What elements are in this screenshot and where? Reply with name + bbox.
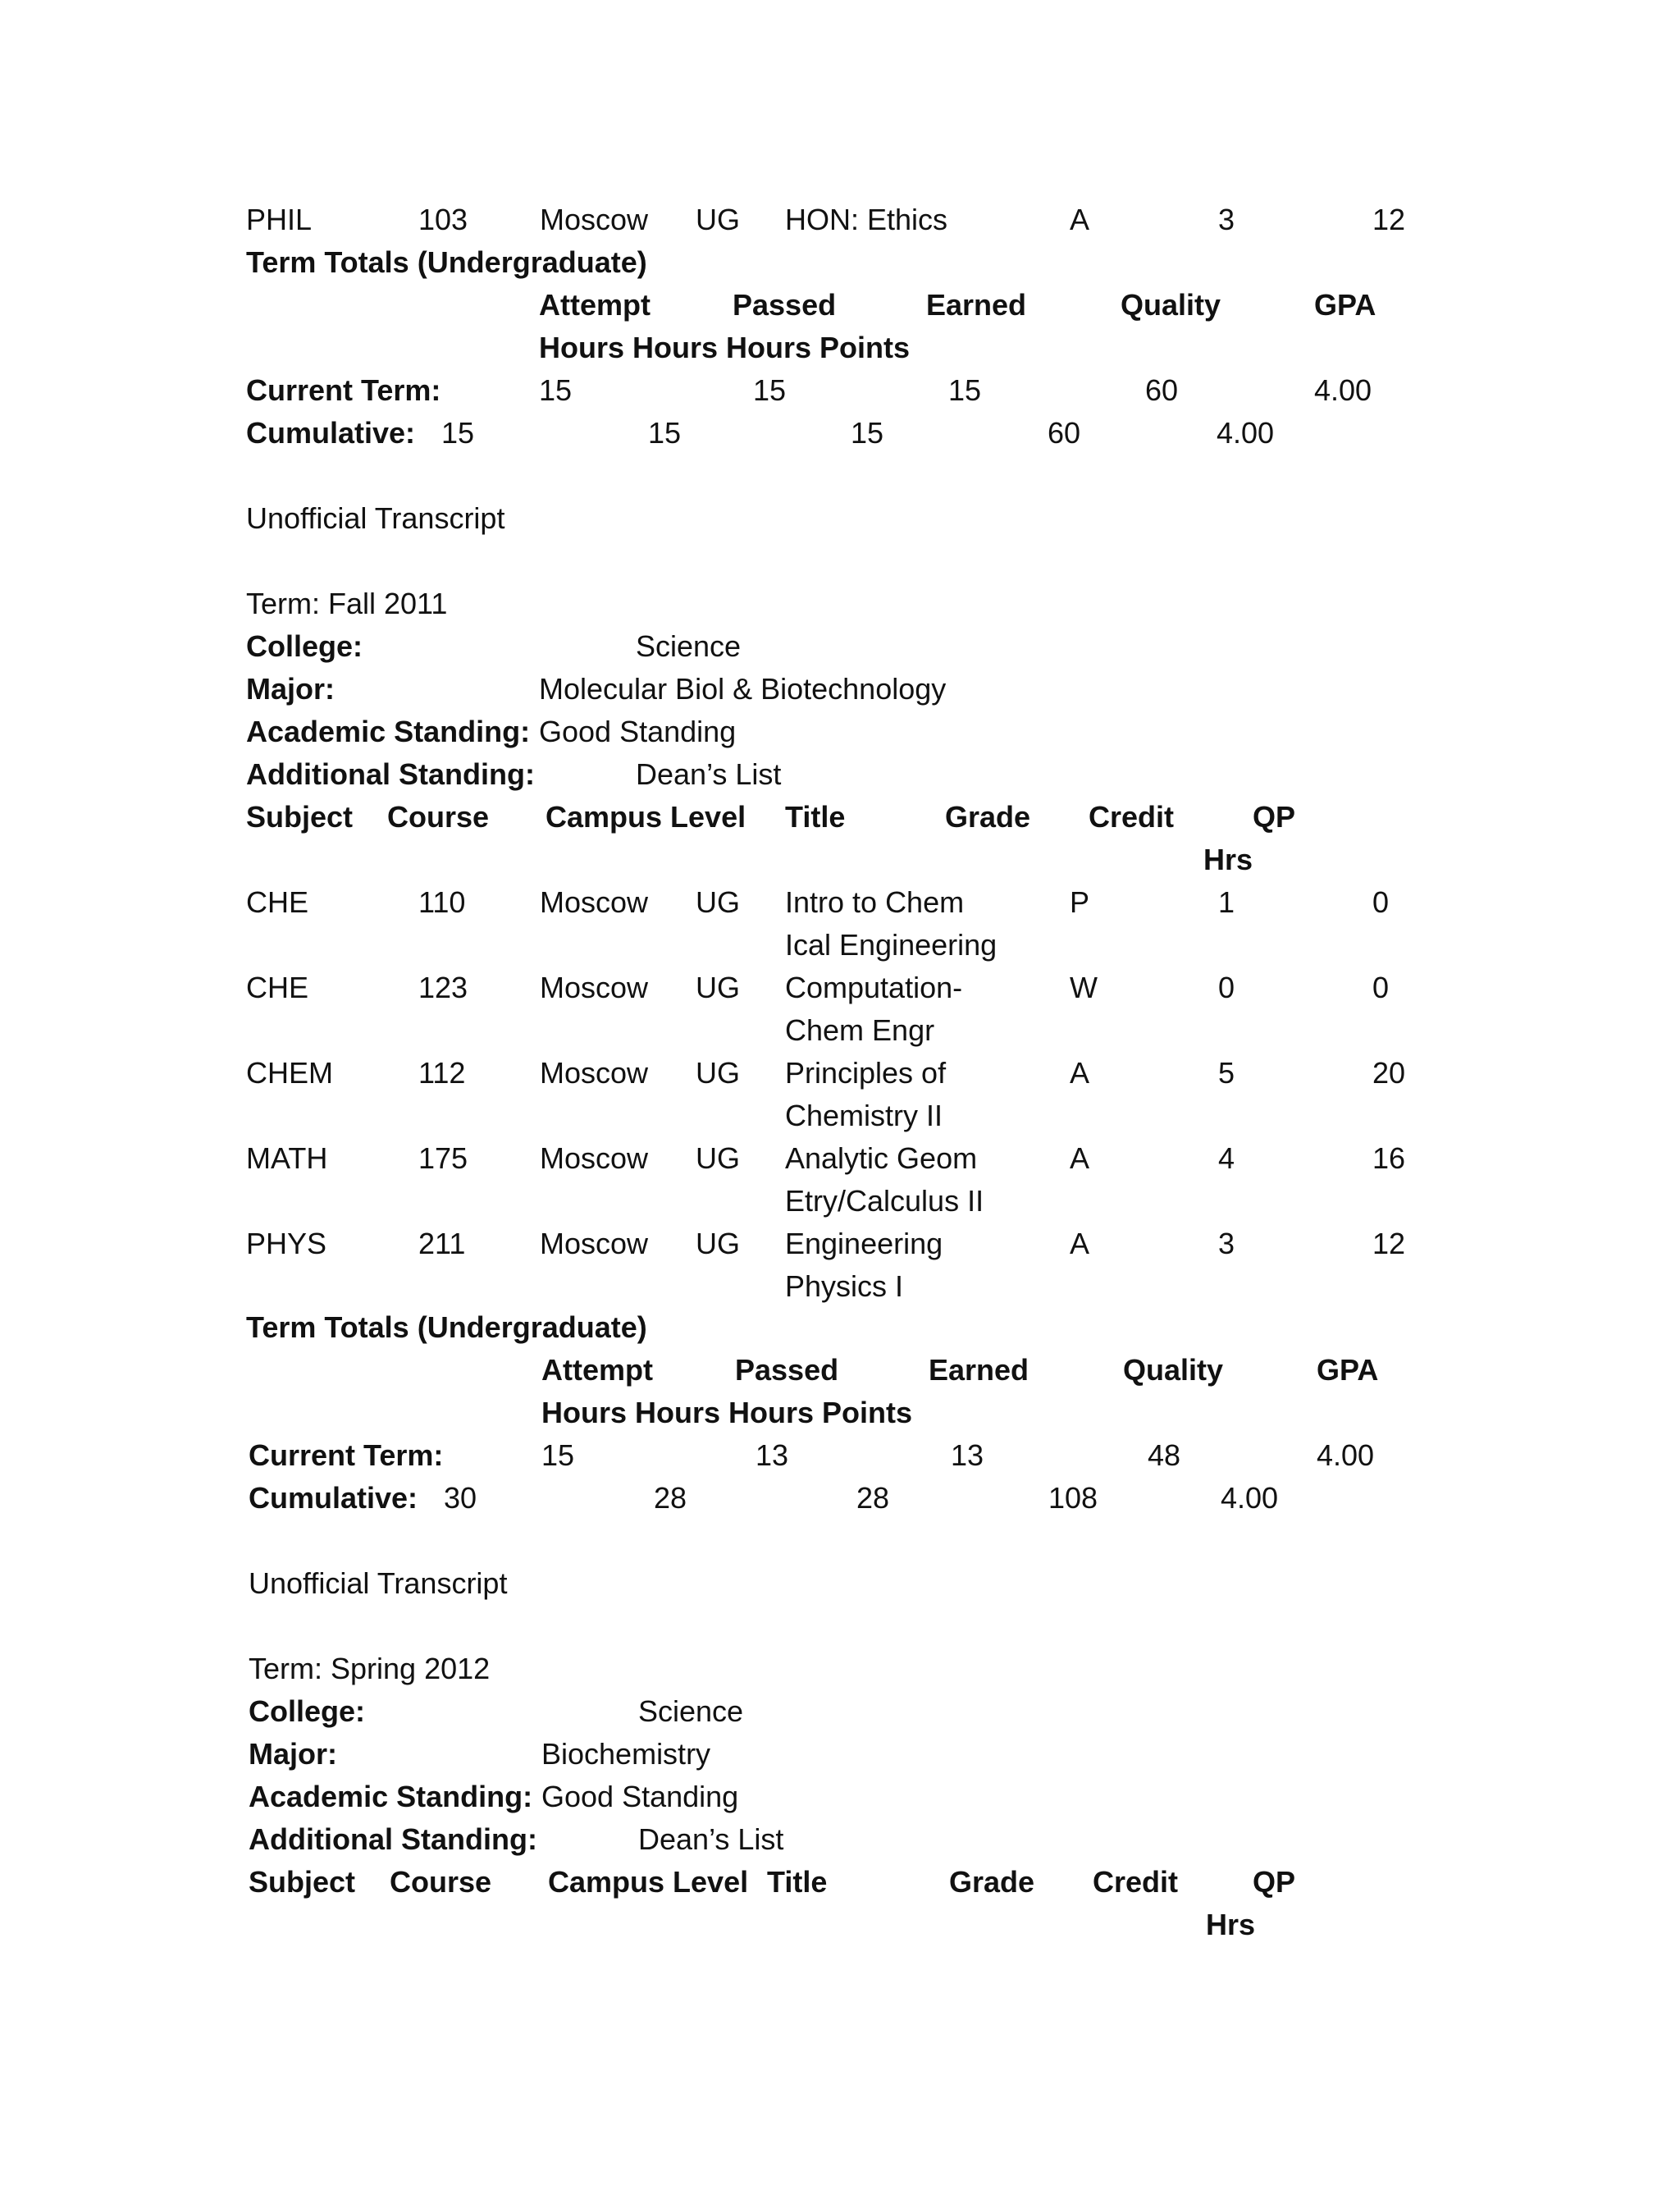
credit: 5 [1218, 1056, 1235, 1090]
title: Computation- [785, 971, 963, 1004]
subject: CHE [246, 971, 309, 1004]
title: HON: Ethics [785, 203, 948, 236]
course-number: 175 [418, 1141, 468, 1175]
course-number: 112 [418, 1056, 466, 1090]
campus: Moscow [540, 1141, 649, 1175]
course-title-continued [0, 1180, 1680, 1223]
credit: 0 [1218, 971, 1235, 1004]
campus: Moscow [540, 885, 649, 919]
transcript-heading: Unofficial Transcript [246, 501, 505, 535]
college-row: College: Science [246, 629, 742, 663]
level: UG [696, 203, 740, 236]
major-row: Major: Molecular Biol & Biotechnology [246, 672, 947, 706]
course-title-continued [0, 924, 1680, 967]
qp: 16 [1372, 1141, 1406, 1175]
cumulative-row: Cumulative: 30 28 28 108 4.00 [249, 1481, 1279, 1515]
attempt-header: Attempt [539, 288, 651, 322]
campus: Moscow [540, 203, 649, 236]
passed-header: Passed [733, 288, 837, 322]
additional-standing-row: Additional Standing: Dean’s List [249, 1822, 784, 1856]
gpa-header: GPA [1314, 288, 1376, 322]
course-number: 211 [418, 1227, 466, 1260]
totals-header-row-2: Hours Hours Hours Points [541, 1396, 913, 1429]
title-line-2: Chem Engr [785, 1013, 935, 1047]
grade: A [1070, 1056, 1090, 1090]
grade: A [1070, 1227, 1090, 1260]
earned-header: Earned [926, 288, 1027, 322]
subject: PHIL [246, 203, 313, 236]
quality-header: Quality [1123, 1353, 1224, 1387]
major-row: Major: Biochemistry [249, 1737, 711, 1771]
level: UG [696, 971, 740, 1004]
title-line-2: Chemistry II [785, 1099, 943, 1132]
subject: PHYS [246, 1227, 327, 1260]
cumulative-row: Cumulative: 15 15 15 60 4.00 [246, 416, 1275, 450]
course-number: 123 [418, 971, 468, 1004]
term-totals-heading: Term Totals (Undergraduate) [246, 1310, 647, 1344]
term-totals-heading: Term Totals (Undergraduate) [246, 245, 647, 279]
title: Engineering [785, 1227, 943, 1260]
level: UG [696, 1056, 740, 1090]
qp: 0 [1372, 971, 1390, 1004]
course-header-row: Subject Course Campus Level Title Grade Credit QP [249, 1865, 1296, 1899]
quality-header: Quality [1121, 288, 1221, 322]
subject: CHE [246, 885, 309, 919]
college-row: College: Science [249, 1694, 744, 1728]
transcript-heading: Unofficial Transcript [249, 1566, 508, 1600]
level: UG [696, 1141, 740, 1175]
credit: 1 [1218, 885, 1235, 919]
totals-header-row-2: Hours Hours Hours Points [539, 331, 911, 364]
term-label: Term: Spring 2012 [249, 1652, 491, 1685]
level: UG [696, 885, 740, 919]
grade: A [1070, 1141, 1090, 1175]
qp: 12 [1372, 1227, 1406, 1260]
course-row [0, 1223, 1680, 1265]
campus: Moscow [540, 971, 649, 1004]
earned-header: Earned [929, 1353, 1029, 1387]
course-header-row: Subject Course Campus Level Title Grade Credit QP [246, 800, 1296, 834]
course-title-continued [0, 1095, 1680, 1137]
additional-standing-row: Additional Standing: Dean’s List [246, 757, 782, 791]
totals-header-row [0, 1349, 1680, 1392]
current-term-row: Current Term: 15 15 15 60 4.00 [246, 373, 1372, 407]
course-row [0, 199, 1680, 241]
credit: 3 [1218, 203, 1235, 236]
course-number: 103 [418, 203, 468, 236]
campus: Moscow [540, 1056, 649, 1090]
credit: 3 [1218, 1227, 1235, 1260]
title-line-2: Etry/Calculus II [785, 1184, 984, 1218]
title: Principles of [785, 1056, 947, 1090]
grade: W [1070, 971, 1098, 1004]
gpa-header: GPA [1317, 1353, 1379, 1387]
passed-header: Passed [735, 1353, 839, 1387]
subject: MATH [246, 1141, 328, 1175]
title-line-2: Ical Engineering [785, 928, 998, 962]
grade: P [1070, 885, 1090, 919]
academic-standing-row: Academic Standing: Good Standing [246, 715, 737, 748]
current-term-row: Current Term: 15 13 13 48 4.00 [249, 1438, 1375, 1472]
credit: 4 [1218, 1141, 1235, 1175]
course-row [0, 1052, 1680, 1095]
qp: 0 [1372, 885, 1390, 919]
course-header-row-2: Hrs [1206, 1908, 1256, 1941]
title: Analytic Geom [785, 1141, 978, 1175]
level: UG [696, 1227, 740, 1260]
title: Intro to Chem [785, 885, 965, 919]
campus: Moscow [540, 1227, 649, 1260]
course-title-continued [0, 1265, 1680, 1308]
subject: CHEM [246, 1056, 333, 1090]
grade: A [1070, 203, 1090, 236]
course-number: 110 [418, 885, 466, 919]
course-row [0, 1137, 1680, 1180]
course-row [0, 881, 1680, 924]
academic-standing-row: Academic Standing: Good Standing [249, 1780, 739, 1813]
attempt-header: Attempt [541, 1353, 653, 1387]
totals-header-row [0, 284, 1680, 327]
qp: 12 [1372, 203, 1406, 236]
title-line-2: Physics I [785, 1269, 904, 1303]
course-title-continued [0, 1009, 1680, 1052]
qp: 20 [1372, 1056, 1406, 1090]
course-header-row-2: Hrs [1203, 843, 1253, 876]
term-label: Term: Fall 2011 [246, 587, 448, 620]
course-row [0, 967, 1680, 1009]
